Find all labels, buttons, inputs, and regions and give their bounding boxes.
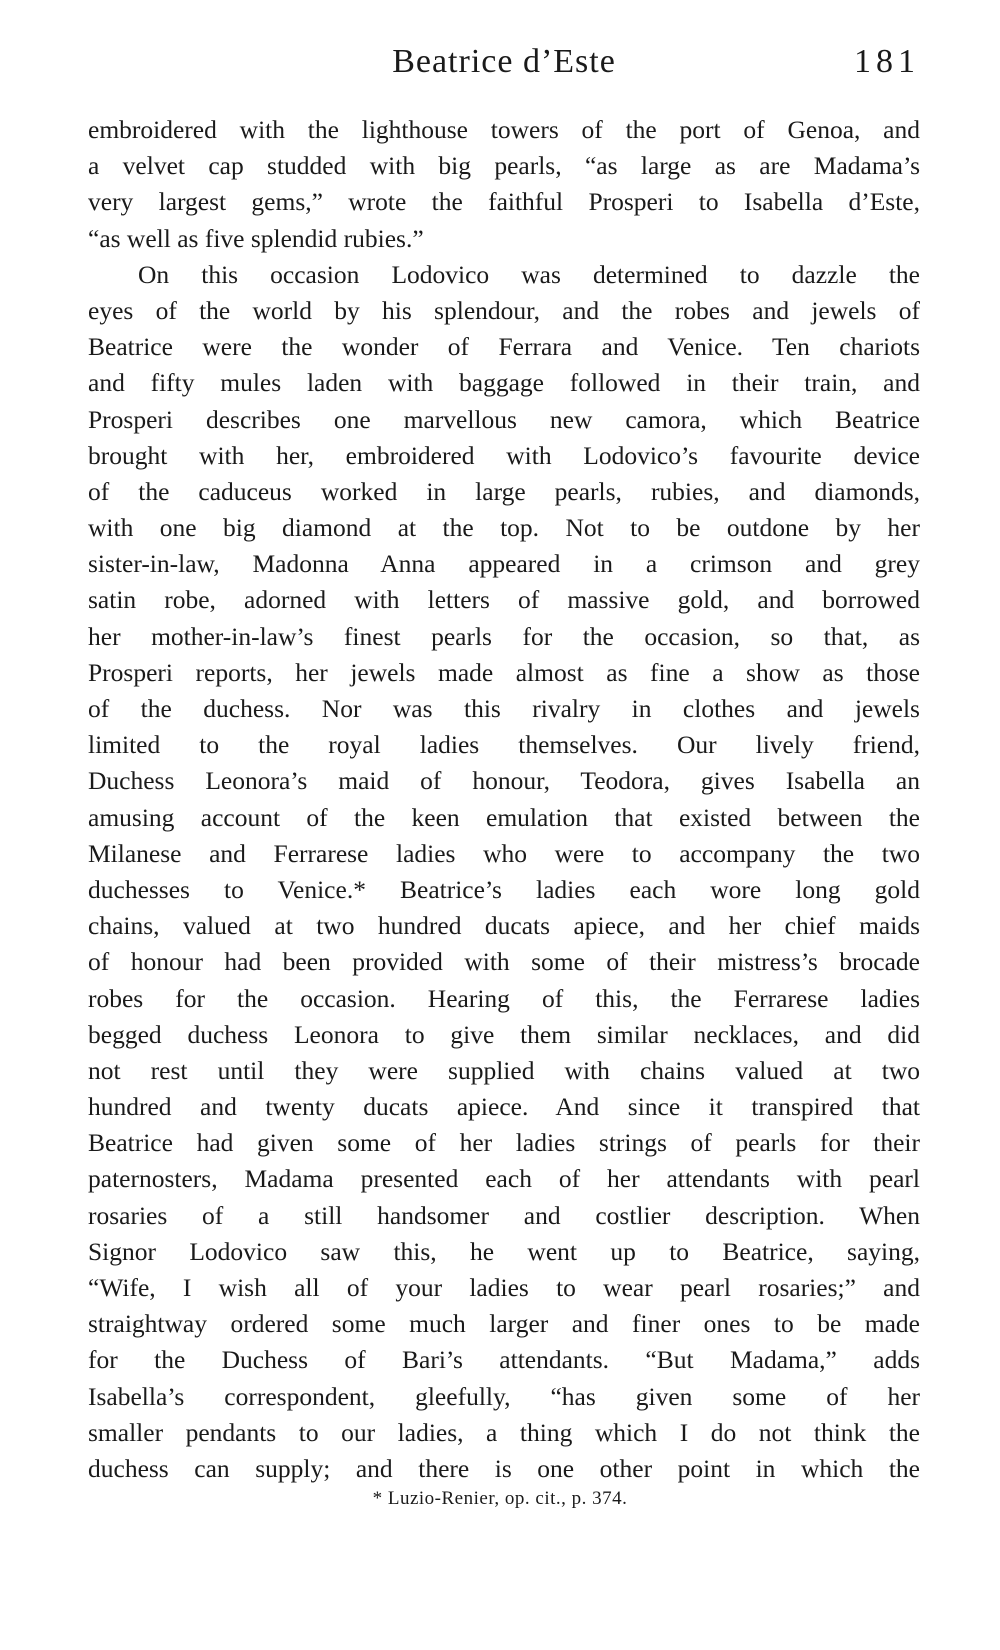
running-head <box>88 40 920 84</box>
text-line: “Wife, I wish all of your ladies to wear pearl rosaries;” and <box>88 1273 920 1302</box>
text-line: Beatrice were the wonder of Ferrara and Venice. Ten chariots <box>88 332 920 362</box>
text-line: Prosperi reports, her jewels made almost as fine a show as those <box>88 657 920 687</box>
text-line: smaller pendants to our ladies, a thing which I do not think the <box>88 1417 920 1447</box>
text-line: duchess can supply; and there is one other point in which the <box>88 1453 920 1483</box>
text-line: satin robe, adorned with letters of massive gold, and borrowed <box>88 585 920 615</box>
text-line: paternosters, Madama presented each of her attendants with pearl <box>88 1164 920 1194</box>
text-line: Duchess Leonora’s maid of honour, Teodora, gives Isabella an <box>88 766 920 796</box>
text-line: with one big diamond at the top. Not to be outdone by her <box>88 513 920 543</box>
text-line: brought with her, embroidered with Lodovico’s favourite device <box>88 440 920 470</box>
body-text <box>88 112 920 1487</box>
text-line: not rest until they were supplied with chains valued at two <box>88 1055 920 1085</box>
text-line: rosaries of a still handsomer and costlier description. When <box>88 1200 920 1230</box>
text-line: amusing account of the keen emulation that existed between the <box>88 802 920 832</box>
text-line: chains, valued at two hundred ducats apiece, and her chief maids <box>88 911 920 941</box>
text-line: embroidered with the lighthouse towers of the port of Genoa, and <box>88 115 920 144</box>
text-line: of the caduceus worked in large pearls, rubies, and diamonds, <box>88 476 920 506</box>
text-line: Beatrice had given some of her ladies strings of pearls for their <box>88 1128 920 1158</box>
text-line-last: “as well as five splendid rubies.” <box>88 223 424 253</box>
text-line: Isabella’s correspondent, gleefully, “has given some of her <box>88 1381 920 1411</box>
text-line: duchesses to Venice.* Beatrice’s ladies each wore long gold <box>88 874 920 904</box>
text-line: Milanese and Ferrarese ladies who were to accompany the two <box>88 838 920 868</box>
text-line: for the Duchess of Bari’s attendants. “But Madama,” adds <box>88 1345 920 1375</box>
text-line: hundred and twenty ducats apiece. And since it transpired that <box>88 1092 920 1122</box>
text-line: Signor Lodovico saw this, he went up to Beatrice, saying, <box>88 1236 920 1266</box>
text-line: a velvet cap studded with big pearls, “as large as are Madama’s <box>88 151 920 181</box>
text-line: straightway ordered some much larger and finer ones to be made <box>88 1309 920 1339</box>
text-line: robes for the occasion. Hearing of this, the Ferrarese ladies <box>88 983 920 1013</box>
running-title: Beatrice d’Este <box>392 43 616 80</box>
text-line: of the duchess. Nor was this rivalry in clothes and jewels <box>88 694 920 723</box>
text-line: eyes of the world by his splendour, and the robes and jewels of <box>88 295 920 325</box>
text-line: of honour had been provided with some of their mistress’s brocade <box>88 947 920 977</box>
text-line: begged duchess Leonora to give them similar necklaces, and did <box>88 1019 920 1049</box>
text-line: Prosperi describes one marvellous new camora, which Beatrice <box>88 404 920 434</box>
text-line: her mother-in-law’s finest pearls for the occasion, so that, as <box>88 621 920 651</box>
text-line: very largest gems,” wrote the faithful Prosperi to Isabella d’Este, <box>88 187 920 217</box>
text-line-paragraph-start: On this occasion Lodovico was determined to dazzle the <box>138 259 920 289</box>
text-line: and fifty mules laden with baggage followed in their train, and <box>88 368 920 398</box>
text-line: sister-in-law, Madonna Anna appeared in a crimson and grey <box>88 549 920 579</box>
text-line: limited to the royal ladies themselves. Our lively friend, <box>88 730 920 760</box>
page-number: 181 <box>854 43 920 80</box>
footnote: * Luzio-Renier, op. cit., p. 374. <box>372 1488 628 1509</box>
